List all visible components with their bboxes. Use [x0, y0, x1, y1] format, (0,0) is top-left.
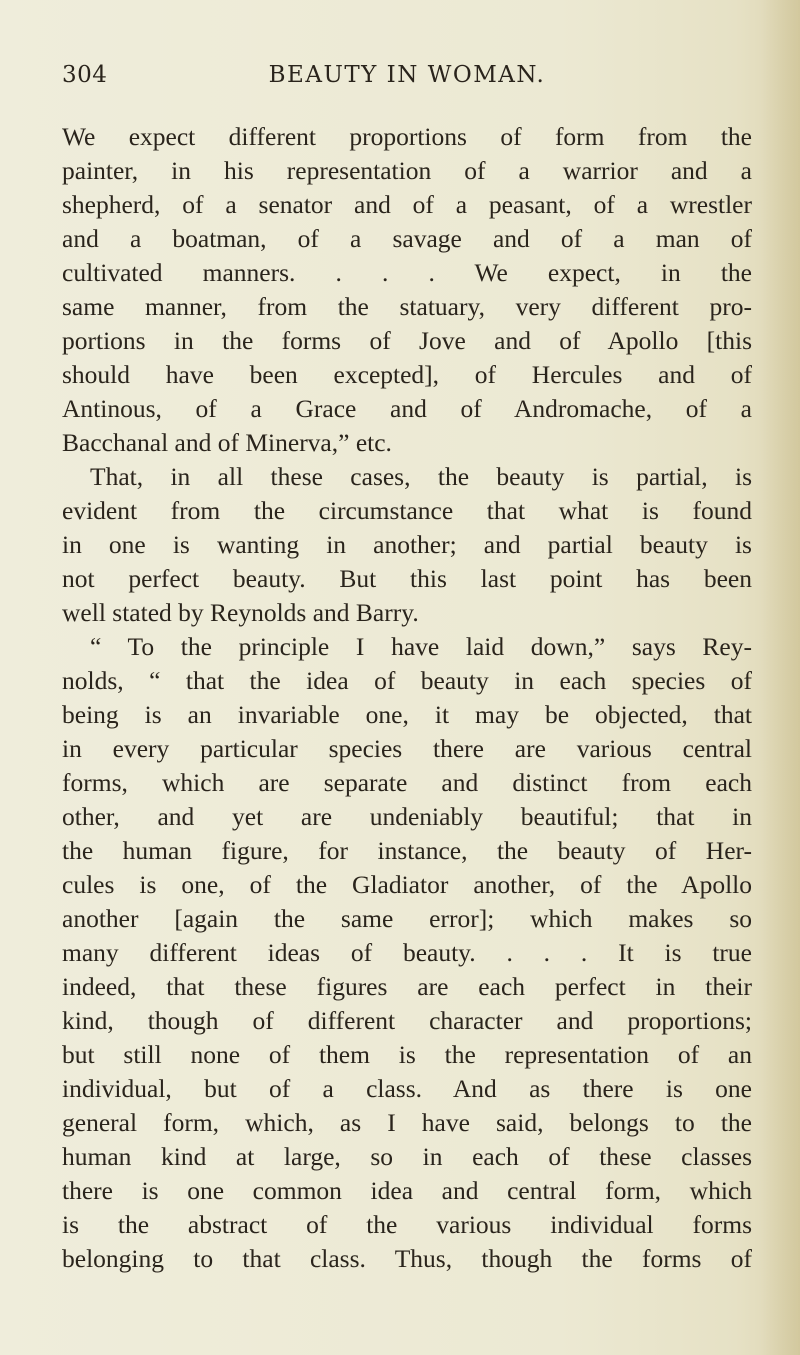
- text-line: cultivated manners. . . . We expect, in the: [62, 258, 752, 287]
- text-line: evident from the circumstance that what is found: [62, 496, 752, 525]
- body-text: [62, 120, 752, 1276]
- text-line: other, and yet are undeniably beautiful; that in: [62, 802, 752, 831]
- text-line: portions in the forms of Jove and of Apollo [this: [62, 326, 752, 355]
- text-line: and a boatman, of a savage and of a man of: [62, 224, 752, 253]
- text-line: another [again the same error]; which makes so: [62, 904, 752, 933]
- text-line: many different ideas of beauty. . . . It is true: [62, 938, 752, 967]
- text-line: “ To the principle I have laid down,” says Rey-: [90, 632, 752, 661]
- text-line: forms, which are separate and distinct from each: [62, 768, 752, 797]
- text-line: kind, though of different character and proportions;: [62, 1006, 752, 1035]
- text-line: painter, in his representation of a warrior and a: [62, 156, 752, 185]
- text-line: being is an invariable one, it may be objected, that: [62, 700, 752, 729]
- text-line: cules is one, of the Gladiator another, of the Apollo: [62, 870, 752, 899]
- text-line: nolds, “ that the idea of beauty in each species of: [62, 666, 752, 695]
- text-line: but still none of them is the representation of an: [62, 1040, 752, 1069]
- page-edge-shading: [760, 0, 800, 1355]
- text-line: individual, but of a class. And as there is one: [62, 1074, 752, 1103]
- text-line: is the abstract of the various individual forms: [62, 1210, 752, 1239]
- text-line: in one is wanting in another; and partial beauty is: [62, 530, 752, 559]
- text-line: the human figure, for instance, the beauty of Her-: [62, 836, 752, 865]
- text-line: same manner, from the statuary, very different pro-: [62, 292, 752, 321]
- page-header: [62, 62, 752, 96]
- text-line: belonging to that class. Thus, though the forms of: [62, 1244, 752, 1273]
- text-line: general form, which, as I have said, belongs to the: [62, 1108, 752, 1137]
- text-line: Antinous, of a Grace and of Andromache, of a: [62, 394, 752, 423]
- text-line: should have been excepted], of Hercules and of: [62, 360, 752, 389]
- text-line: there is one common idea and central form, which: [62, 1176, 752, 1205]
- page-number: 304: [62, 62, 108, 88]
- text-line: shepherd, of a senator and of a peasant, of a wrestler: [62, 190, 752, 219]
- running-title: BEAUTY IN WOMAN.: [268, 62, 546, 88]
- text-line: not perfect beauty. But this last point has been: [62, 564, 752, 593]
- text-line: human kind at large, so in each of these classes: [62, 1142, 752, 1171]
- text-line: in every particular species there are various central: [62, 734, 752, 763]
- text-line: indeed, that these figures are each perfect in their: [62, 972, 752, 1001]
- text-line: well stated by Reynolds and Barry.: [62, 598, 419, 627]
- text-line: Bacchanal and of Minerva,” etc.: [62, 428, 392, 457]
- text-line: That, in all these cases, the beauty is partial, is: [90, 462, 752, 491]
- text-line: We expect different proportions of form from the: [62, 122, 752, 151]
